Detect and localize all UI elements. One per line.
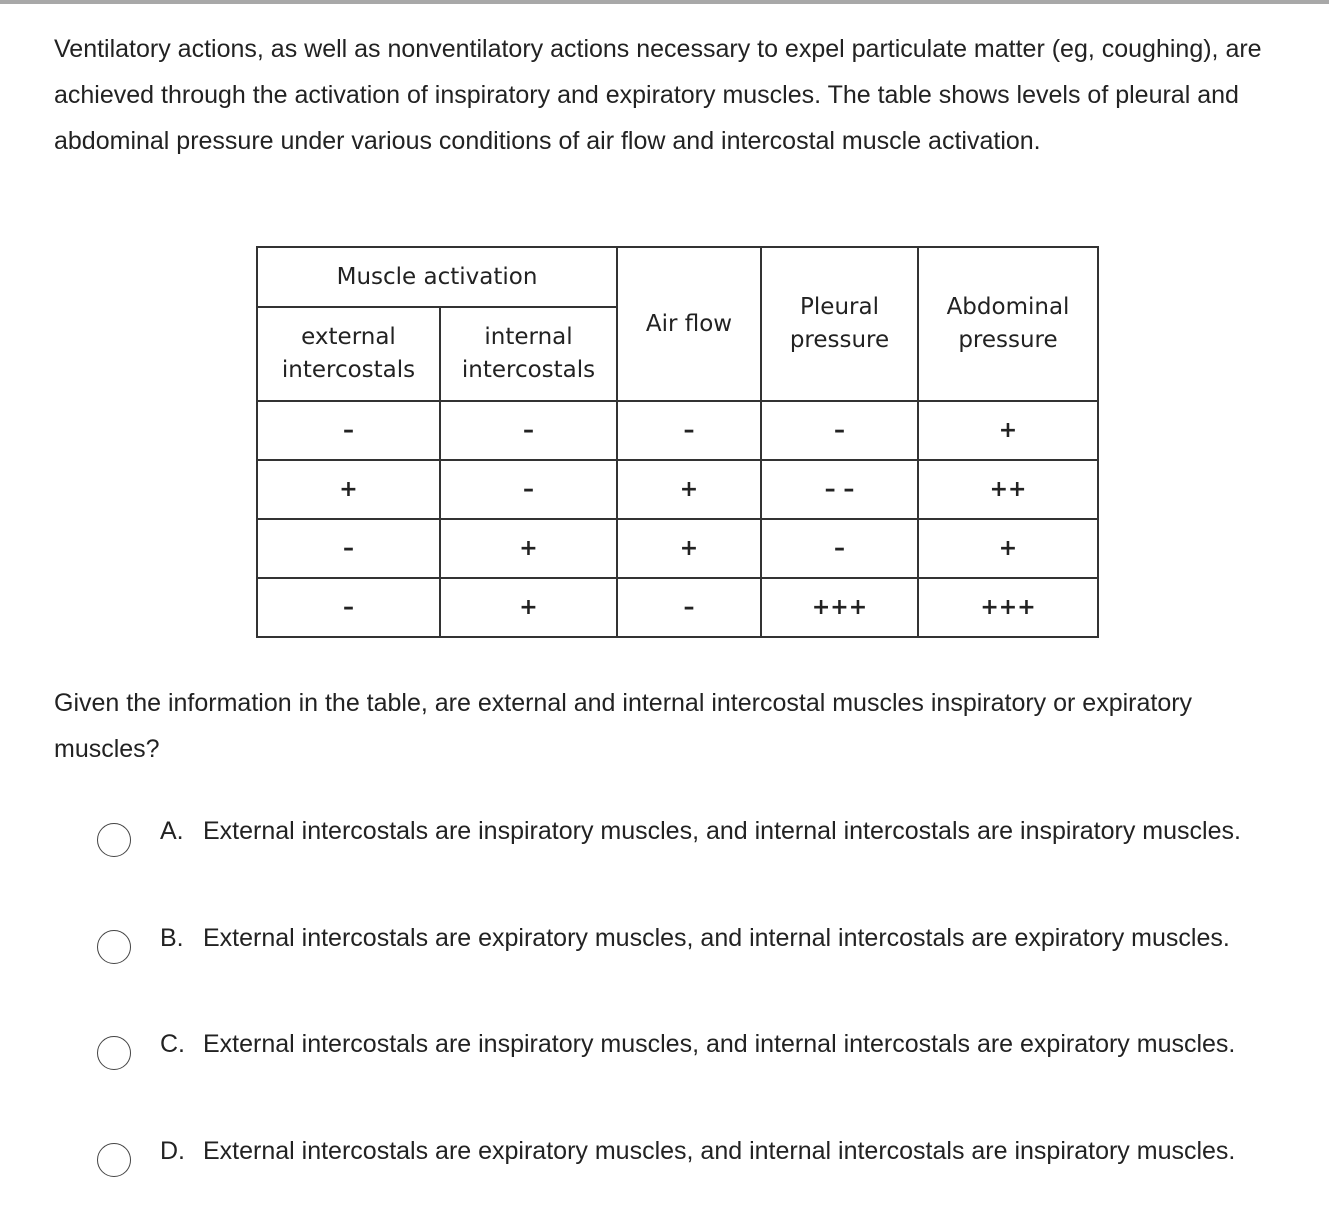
table-cell: +++ — [918, 578, 1098, 637]
option-text: External intercostals are inspiratory muscles, and internal intercostals are expiratory muscles. — [203, 1030, 1236, 1058]
table-cell: – — [257, 578, 440, 637]
question-text: Given the information in the table, are external and internal intercostal muscles inspiratory or expiratory muscles? — [54, 689, 1193, 763]
table-cell: + — [617, 460, 761, 519]
option-text: External intercostals are expiratory muscles, and internal intercostals are expiratory muscles. — [203, 924, 1230, 952]
table-cell: – — [617, 401, 761, 460]
table-row — [257, 401, 1098, 460]
table-cell: – — [257, 401, 440, 460]
radio-button-b[interactable] — [97, 930, 131, 964]
table-cell: ++ — [918, 460, 1098, 519]
option-text: External intercostals are expiratory muscles, and internal intercostals are inspiratory muscles. — [203, 1137, 1236, 1165]
radio-button-a[interactable] — [97, 823, 131, 857]
table-cell: + — [617, 519, 761, 578]
table-row — [257, 519, 1098, 578]
table-row — [257, 460, 1098, 519]
table-cell: – — [617, 578, 761, 637]
header-muscle-activation: Muscle activation — [257, 247, 617, 307]
table-cell: + — [257, 460, 440, 519]
option-text: External intercostals are inspiratory muscles, and internal intercostals are inspiratory muscles. — [203, 817, 1241, 845]
question-stem: Ventilatory actions, as well as nonventilatory actions necessary to expel particulate matter (eg, coughing), are achieved through the activation of inspiratory and expiratory muscles. The table shows levels of pleural and abdominal pressure under various conditions of air flow and intercostal muscle activation. — [54, 35, 1262, 155]
header-air-flow: Air flow — [617, 247, 761, 401]
option-letter: B. — [160, 924, 184, 952]
table-cell: + — [440, 519, 617, 578]
table-cell: +++ — [761, 578, 918, 637]
table-cell: – – — [761, 460, 918, 519]
table-row — [257, 578, 1098, 637]
option-letter: C. — [160, 1030, 185, 1058]
table-cell: – — [440, 401, 617, 460]
header-pleural-pressure: Pleural pressure — [761, 247, 918, 401]
option-letter: A. — [160, 817, 184, 845]
table-cell: + — [918, 519, 1098, 578]
table-cell: + — [918, 401, 1098, 460]
table-cell: – — [440, 460, 617, 519]
header-external-intercostals: external intercostals — [257, 307, 440, 401]
radio-button-d[interactable] — [97, 1143, 131, 1177]
table-cell: + — [440, 578, 617, 637]
data-table — [256, 246, 1099, 638]
radio-button-c[interactable] — [97, 1036, 131, 1070]
table-cell: – — [257, 519, 440, 578]
header-abdominal-pressure: Abdominal pressure — [918, 247, 1098, 401]
header-internal-intercostals: internal intercostals — [440, 307, 617, 401]
top-divider — [0, 0, 1329, 4]
option-letter: D. — [160, 1137, 185, 1165]
table-cell: – — [761, 401, 918, 460]
table-cell: – — [761, 519, 918, 578]
